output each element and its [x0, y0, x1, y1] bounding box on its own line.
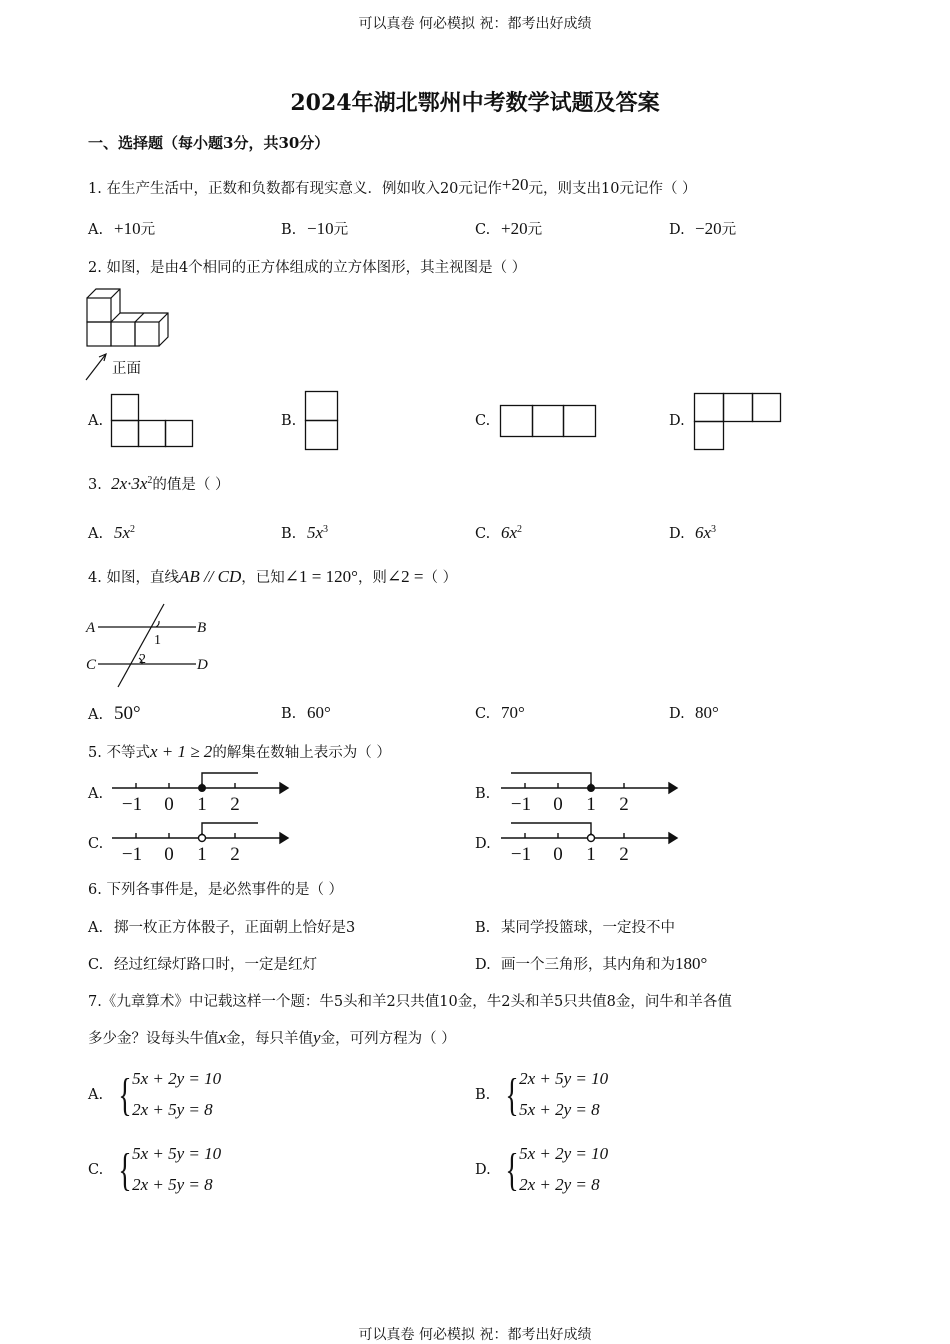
q2-view-d — [694, 393, 782, 451]
q1-option-d[interactable]: D. −20元 — [669, 219, 737, 238]
label-point-d: D — [197, 657, 208, 673]
svg-text:0: 0 — [164, 844, 174, 865]
question-4: 4. 如图，直线AB // CD，已知∠1 = 120°，则∠2 =（ ） — [88, 567, 458, 586]
brace-icon: { — [118, 1144, 132, 1195]
q5-numberline-b — [497, 770, 679, 816]
svg-text:0: 0 — [553, 794, 563, 815]
q5-option-a[interactable]: A. — [88, 786, 104, 802]
question-2: 2. 如图，是由4个相同的正方体组成的立方体图形，其主视图是（ ） — [88, 260, 527, 276]
q5-numberline-a — [108, 770, 290, 816]
q4-option-b[interactable]: B. 60° — [281, 703, 331, 722]
q1-option-c[interactable]: C. +20元 — [475, 219, 543, 238]
q1-option-a[interactable]: A. +10元 — [88, 219, 156, 238]
q7-option-b[interactable]: B. {2x + 5y = 10 5x + 2y = 8 — [475, 1069, 609, 1120]
q2-front-label: 正面 — [112, 361, 141, 377]
svg-text:−1: −1 — [121, 844, 143, 865]
svg-text:2: 2 — [230, 794, 240, 815]
svg-text:−1: −1 — [510, 844, 532, 865]
svg-text:2: 2 — [619, 794, 629, 815]
q2-option-d[interactable]: D. — [669, 413, 685, 429]
q2-view-c — [500, 405, 597, 438]
q3-expr: 2x·3x — [111, 474, 148, 493]
q1-option-b[interactable]: B. −10元 — [281, 219, 349, 238]
q4-option-c[interactable]: C. 70° — [475, 703, 525, 722]
q4-parallel-lines-figure — [86, 602, 216, 692]
label-point-a: A — [86, 620, 96, 636]
svg-text:2: 2 — [619, 844, 629, 865]
q2-option-a[interactable]: A. — [88, 413, 104, 429]
brace-icon: { — [505, 1069, 519, 1120]
q4-option-a[interactable]: A. 50° — [88, 703, 141, 724]
q1-text-a: 1. 在生产生活中，正数和负数都有现实意义．例如收入20元记作 — [88, 181, 502, 197]
svg-text:1: 1 — [586, 844, 596, 865]
q2-view-b — [305, 391, 339, 451]
svg-text:0: 0 — [164, 794, 174, 815]
q5-numberline-c — [108, 820, 290, 866]
brace-icon: { — [505, 1144, 519, 1195]
svg-text:0: 0 — [553, 844, 563, 865]
q1-text-b: 元，则支出10元记作（ ） — [528, 181, 697, 197]
svg-text:−1: −1 — [121, 794, 143, 815]
q2-view-a — [111, 394, 193, 448]
footer-motto: 可以真卷 何必模拟 祝：都考出好成绩 — [358, 1327, 592, 1343]
svg-text:1: 1 — [197, 844, 207, 865]
q3-option-b[interactable]: B. $5x^3$ — [281, 523, 329, 542]
q3-option-d[interactable]: D. $6x^3$ — [669, 523, 717, 542]
page-title: 2024年湖北鄂州中考数学试题及答案 — [290, 90, 660, 116]
svg-text:2: 2 — [230, 844, 240, 865]
q6-option-a[interactable]: A. 掷一枚正方体骰子，正面朝上恰好是3 — [88, 920, 356, 936]
q5-option-c[interactable]: C. — [88, 836, 104, 852]
svg-text:1: 1 — [197, 794, 207, 815]
label-angle-1: 1 — [154, 633, 161, 648]
label-angle-2: 2 — [139, 652, 146, 667]
q7-option-d[interactable]: D. {5x + 2y = 10 2x + 2y = 8 — [475, 1144, 609, 1195]
section-heading: 一、选择题（每小题3分，共30分） — [88, 134, 330, 152]
q4-option-d[interactable]: D. 80° — [669, 703, 719, 722]
header-motto: 可以真卷 何必模拟 祝：都考出好成绩 — [358, 16, 592, 32]
q2-option-c[interactable]: C. — [475, 413, 491, 429]
q2-option-b[interactable]: B. — [281, 413, 297, 429]
q6-option-d[interactable]: D. 画一个三角形，其内角和为180° — [475, 954, 708, 973]
q6-option-b[interactable]: B. 某同学投篮球，一定投不中 — [475, 920, 675, 936]
q3-option-c[interactable]: C. $6x^2$ — [475, 523, 523, 542]
label-point-c: C — [86, 657, 97, 673]
svg-text:1: 1 — [586, 794, 596, 815]
q7-option-a[interactable]: A. {5x + 2y = 10 2x + 5y = 8 — [88, 1069, 222, 1120]
question-3: 3. $2x\cdot 3x^2$的值是（ ） — [88, 474, 230, 493]
question-7-line-2: 多少金？设每头牛值x金，每只羊值y金，可列方程为（ ） — [88, 1028, 456, 1047]
svg-text:−1: −1 — [510, 794, 532, 815]
question-1 — [88, 177, 697, 198]
q1-math: +20 — [501, 175, 529, 194]
q6-option-c[interactable]: C. 经过红绿灯路口时，一定是红灯 — [88, 957, 317, 973]
q7-option-c[interactable]: C. {5x + 5y = 10 2x + 5y = 8 — [88, 1144, 222, 1195]
brace-icon: { — [118, 1069, 132, 1120]
q5-numberline-d — [497, 820, 679, 866]
question-6: 6. 下列各事件是，是必然事件的是（ ） — [88, 882, 344, 898]
label-point-b: B — [197, 620, 207, 636]
q5-option-b[interactable]: B. — [475, 786, 491, 802]
q3-option-a[interactable]: A. $5x^2$ — [88, 523, 136, 542]
question-7-line-1: 7.《九章算术》中记载这样一个题：牛5头和羊2只共值10金，牛2头和羊5只共值8金，问牛和羊各值 — [88, 994, 732, 1010]
q5-option-d[interactable]: D. — [475, 836, 491, 852]
question-5: 5. 不等式x + 1 ≥ 2的解集在数轴上表示为（ ） — [88, 742, 391, 761]
